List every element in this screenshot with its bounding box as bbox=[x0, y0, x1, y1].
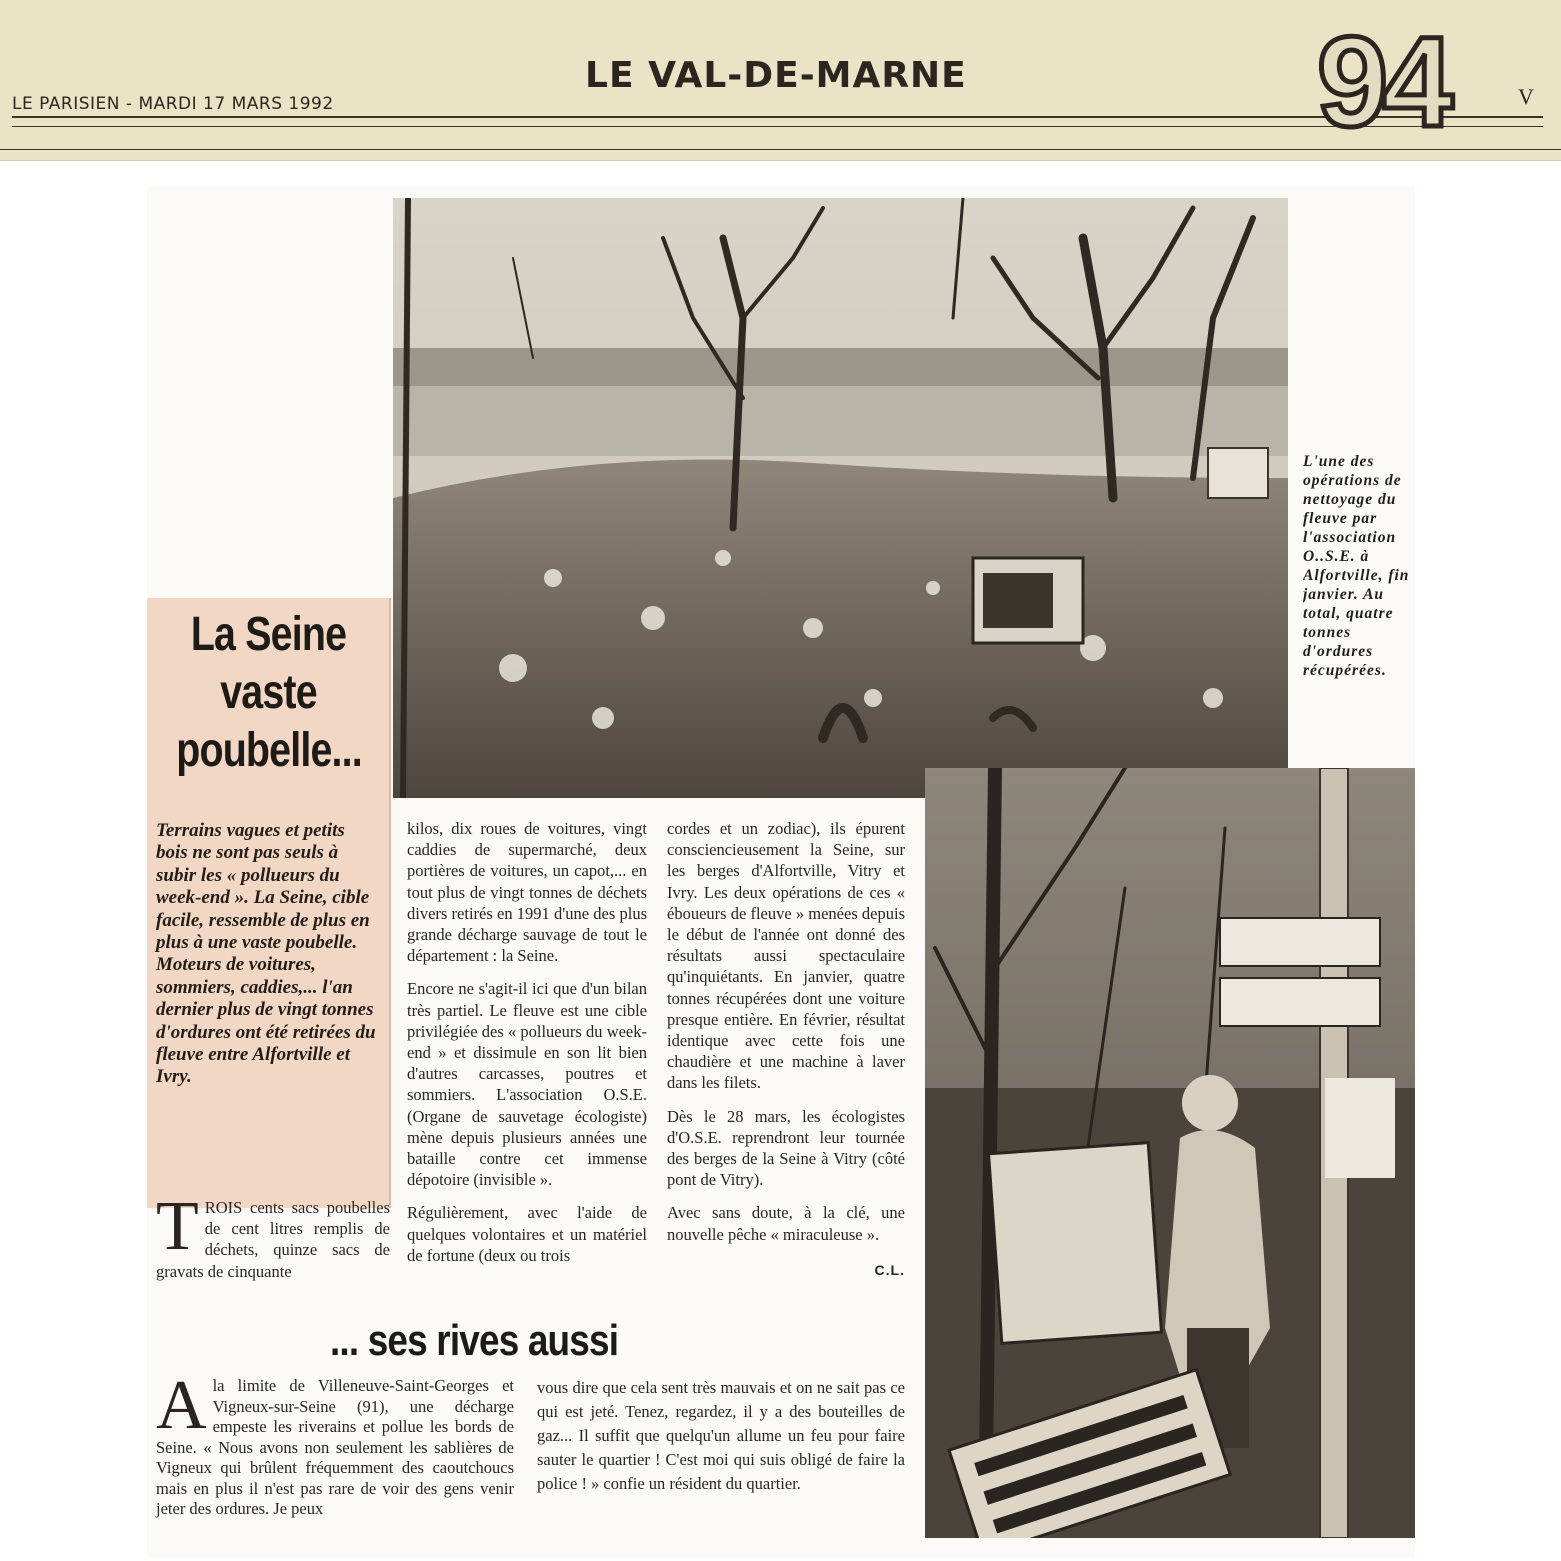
second-article-headline: ... ses rives aussi bbox=[330, 1316, 619, 1365]
article-lede: Terrains vagues et petits bois ne sont pas seuls à subir les « pollueurs du week-end ». La Seine, cible facile, ressemble de plus en plus à une vaste poubelle. Moteurs de voitures, sommiers, caddies,... l'an dernier plus de vingt tonnes d'ordures ont été retirées du fleuve entre Alfortville et Ivry. bbox=[156, 820, 376, 1088]
second-article-column-1 bbox=[156, 1367, 514, 1520]
department-number: 94 bbox=[1317, 18, 1448, 148]
paragraph: Encore ne s'agit-il ici que d'un bilan très partiel. Le fleuve est une cible privilégiée des « pollueurs du week-end » et dissimule en son lit bien d'autres carcasses, poutres et sommiers. L'association O.S.E. (Organe de sauvetage écologiste) mène depuis plusieurs années une bataille contre cet immense dépotoire (invisible ». bbox=[407, 979, 647, 1190]
author-signature: C.L. bbox=[874, 1262, 905, 1278]
newspaper-date: LE PARISIEN - MARDI 17 MARS 1992 bbox=[12, 94, 334, 114]
paragraph: Dès le 28 mars, les écologistes d'O.S.E. reprendront leur tournée des berges de la Seine à Vitry (côté pont de Vitry). bbox=[667, 1106, 905, 1190]
second-article-column-2 bbox=[537, 1376, 905, 1496]
photo-caption: L'une des opérations de nettoyage du fleuve par l'association O..S.E. à Alfortville, fin janvier. Au total, quatre tonnes d'ordures récupérées. bbox=[1303, 453, 1410, 679]
column-text: la limite de Villeneuve-Saint-Georges et Vigneux-sur-Seine (91), une décharge empeste les riverains et pollue les bords de Seine. « Nous avons non seulement les sablières de Vigneux qui brûlent fréquemment des caoutchoucs mais en plus il n'est pas rare de voir des gens venir jeter des ordures. Je peux bbox=[156, 1376, 514, 1518]
drop-cap: T bbox=[156, 1188, 199, 1265]
paragraph: kilos, dix roues de voitures, vingt caddies de supermarché, deux portières de voitures, un capot,... en tout plus de vingt tonnes de déchets divers retirés en 1991 d'une des plus grande décharge sauvage de tout le département : la Seine. bbox=[407, 819, 647, 966]
page-letter: V bbox=[1518, 84, 1534, 109]
article-column-2 bbox=[407, 818, 647, 1278]
paragraph: cordes et un zodiac), ils épurent consciencieusement la Seine, sur les berges d'Alfortville, Vitry et Ivry. Les deux opérations de ces « éboueurs de fleuve » menées depuis le début de l'année ont donné des résultats aussi spectaculaire qu'inquiétants. En janvier, quatre tonnes récupérées dont une voiture presque entière. En février, résultat identique avec cette fois une chaudière et une machine à laver dans les filets. bbox=[667, 819, 905, 1093]
drop-cap: A bbox=[156, 1367, 207, 1444]
riverbank-debris-photo bbox=[393, 198, 1288, 798]
volunteer-photo bbox=[925, 768, 1415, 1538]
department-number-logo bbox=[1305, 18, 1495, 148]
masthead-rule bbox=[0, 149, 1561, 150]
paragraph: Régulièrement, avec l'aide de quelques volontaires et un matériel de fortune (deux ou trois bbox=[407, 1203, 647, 1265]
paragraph: Avec sans doute, à la clé, une nouvelle pêche « miraculeuse ». bbox=[667, 1203, 905, 1244]
column-text: vous dire que cela sent très mauvais et on ne sait pas ce qui est jeté. Tenez, regardez, il y a des bouteilles de gaz... Il suffit que quelqu'un allume un feu pour faire sauter le quartier ! C'est moi qui suis obligé de faire la police ! » confie un résident du quartier. bbox=[537, 1378, 905, 1493]
article-column-3 bbox=[667, 818, 905, 1257]
section-title: LE VAL-DE-MARNE bbox=[585, 55, 967, 96]
article-headline: La Seine vaste poubelle... bbox=[176, 608, 362, 777]
article-column-1 bbox=[156, 1188, 390, 1282]
column-text: ROIS cents sacs poubelles de cent litres remplis de déchets, quinze sacs de gravats de cinquante bbox=[156, 1198, 390, 1281]
newspaper-masthead bbox=[0, 0, 1561, 161]
